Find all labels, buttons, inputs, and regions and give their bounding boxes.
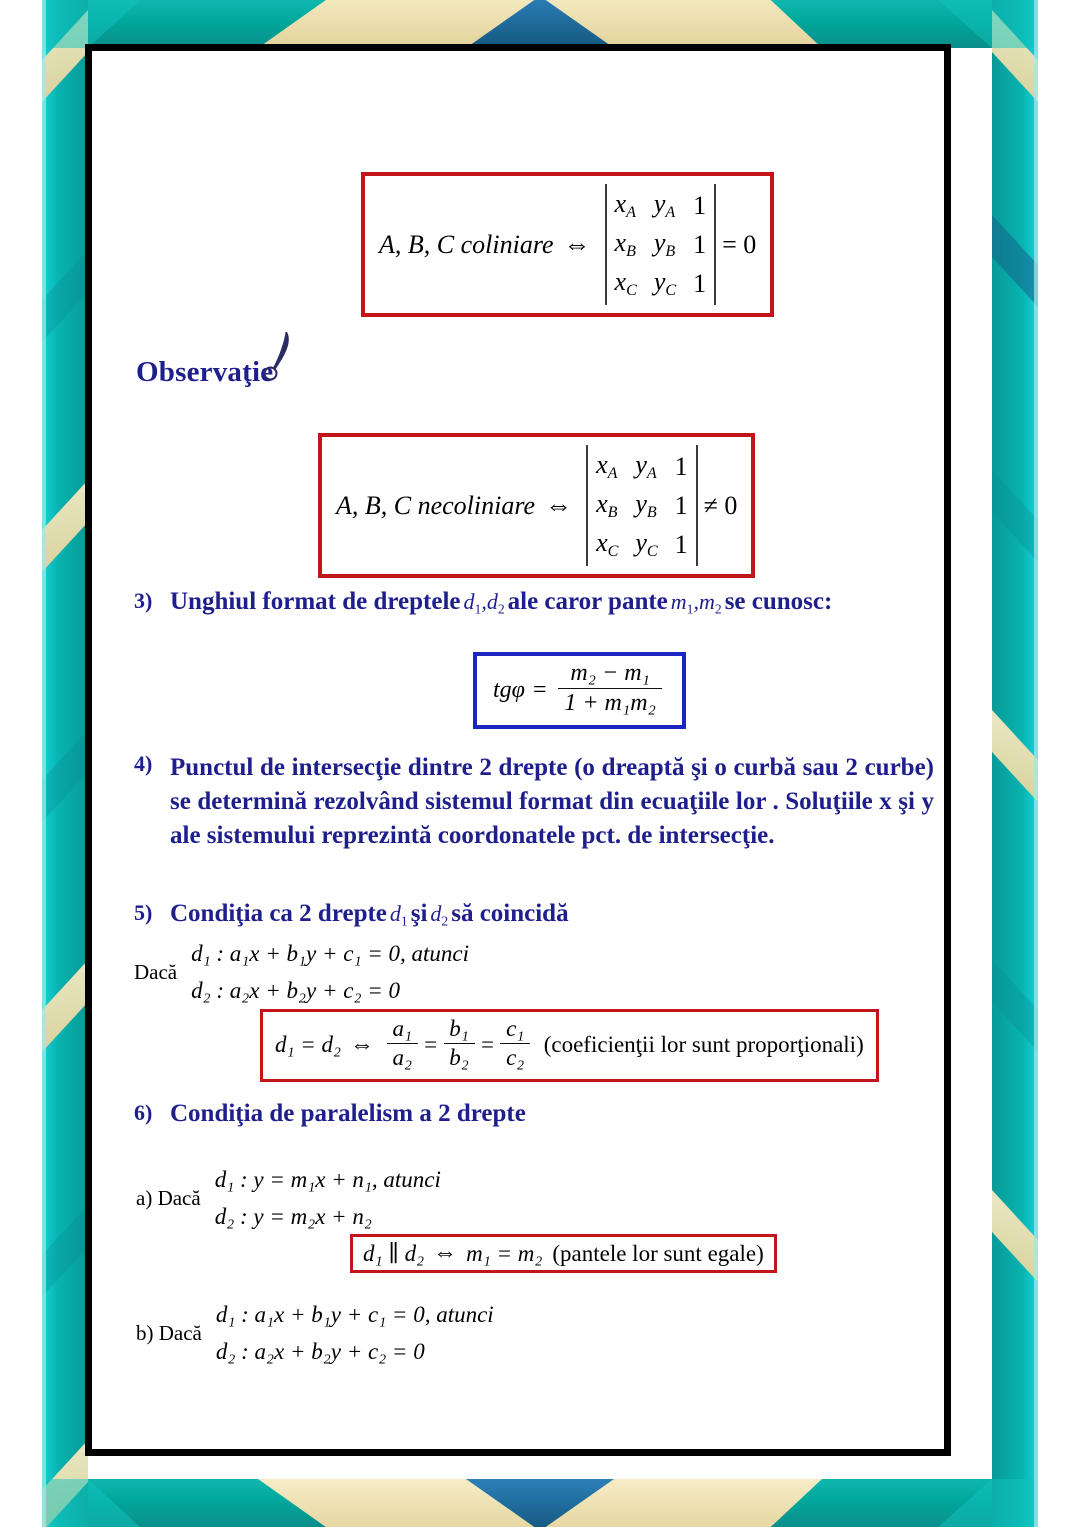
matrix-cell: $y_B$ xyxy=(635,489,657,522)
item-3-text: Unghiul format de dreptele d1,d2 ale caror pante m1,m2 se cunosc: xyxy=(170,588,833,617)
parallel-box-border xyxy=(350,1234,777,1273)
matrix-row xyxy=(594,447,690,486)
matrix-row xyxy=(613,186,709,225)
page-content xyxy=(92,51,944,1449)
tangent-denominator: 1 + m₁m₂ xyxy=(558,688,662,717)
coincide-equations xyxy=(191,935,469,1010)
parallel-a-equations xyxy=(215,1161,441,1236)
collinear-box-border xyxy=(361,172,774,317)
item-3-marker: 3) xyxy=(134,588,153,613)
matrix-cell: 1 xyxy=(693,268,707,298)
equivalence-icon: ⇔ xyxy=(433,1240,458,1266)
noncollinear-box-border xyxy=(318,433,755,578)
noncollinear-relation: ≠ 0 xyxy=(703,490,738,520)
parallel-a-eq-1: d₁ : y = m₁x + n₁, atunci xyxy=(214,1167,441,1192)
coincide-eq-2: d₂ : a₂x + b₂y + c₂ = 0 xyxy=(191,978,400,1004)
parallel-b-eq-1: d₁ : a₁x + b₁y + c₁ = 0, atunci xyxy=(215,1302,494,1327)
coincide-note: (coeficienţii lor sunt proporţionali) xyxy=(543,1032,864,1058)
parallel-b-equations xyxy=(216,1296,494,1371)
fraction-c-num: c₁ xyxy=(506,1016,525,1042)
list-item-3 xyxy=(134,588,924,617)
exclamation-mark-icon xyxy=(261,329,295,386)
matrix-cell: $y_A$ xyxy=(635,450,657,483)
list-item-4 xyxy=(134,751,934,853)
coincide-result-box xyxy=(260,1009,879,1082)
tangent-lhs: tgφ xyxy=(493,676,525,703)
item-6-marker: 6) xyxy=(134,1100,153,1125)
fraction-c xyxy=(500,1016,530,1071)
matrix-cell: $x_B$ xyxy=(614,228,636,261)
item-5-marker: 5) xyxy=(134,900,153,925)
list-item-6 xyxy=(134,1100,834,1128)
fraction-a-num: a₁ xyxy=(392,1016,412,1042)
matrix-cell: 1 xyxy=(693,229,707,259)
coincide-eq-1: d₁ : a₁x + b₁y + c₁ = 0, atunci xyxy=(191,941,469,966)
parallel-b-conditions xyxy=(136,1296,494,1371)
item-5-text: Condiţia ca 2 drepte d1 şi d2 să coincidă xyxy=(170,900,569,929)
fraction-b-den: b₂ xyxy=(444,1043,475,1071)
tangent-box-border xyxy=(473,652,686,729)
matrix-cell: $x_C$ xyxy=(596,528,619,561)
matrix-cell: $y_A$ xyxy=(653,189,676,222)
item-3-math-m: m1,m2 xyxy=(670,589,722,617)
matrix-row xyxy=(613,264,709,303)
document-page xyxy=(85,44,951,1456)
item-3-math-d: d1,d2 xyxy=(463,589,505,617)
tangent-numerator: m₂ − m₁ xyxy=(570,660,650,687)
parallel-a-conditions xyxy=(136,1161,441,1236)
parallel-lhs: d₁ ∥ d₂ xyxy=(363,1240,425,1266)
item-5-math-d2: d2 xyxy=(430,901,449,929)
noncollinear-determinant xyxy=(586,445,698,566)
equivalence-icon: ⇔ xyxy=(350,1031,375,1058)
coincide-box-border xyxy=(260,1009,879,1082)
matrix-cell: $y_B$ xyxy=(653,228,676,261)
noncollinear-condition-box xyxy=(318,433,755,578)
daca-label: Dacă xyxy=(134,959,178,984)
matrix-cell: 1 xyxy=(674,490,688,520)
parallel-rhs: m₁ = m₂ xyxy=(466,1240,543,1266)
item-4-marker: 4) xyxy=(134,751,153,776)
matrix-cell: $x_A$ xyxy=(614,189,636,222)
parallel-a-label: a) Dacă xyxy=(136,1185,201,1210)
matrix-row xyxy=(594,525,690,564)
fraction-b xyxy=(444,1016,475,1071)
matrix-cell: $y_C$ xyxy=(653,267,677,300)
equivalence-icon: ⇔ xyxy=(563,229,591,260)
parallel-a-eq-2: d₂ : y = m₂x + n₂ xyxy=(214,1204,372,1230)
equals-sign: = xyxy=(532,676,547,703)
parallel-b-label: b) Dacă xyxy=(136,1320,202,1345)
matrix-cell: 1 xyxy=(674,529,688,559)
equivalence-icon: ⇔ xyxy=(545,490,573,521)
observation-label: Observaţie xyxy=(136,356,274,388)
matrix-cell: $x_B$ xyxy=(596,489,618,522)
item-4-text: Punctul de intersecţie dintre 2 drepte (o dreaptă şi o curbă sau 2 curbe) se determină rezolvând sistemul format din ecuaţiile lor . Soluţiile x şi y ale sistemului reprezintă coordonatele pct. de intersecţie. xyxy=(170,754,934,849)
collinear-determinant xyxy=(605,184,717,305)
tangent-fraction xyxy=(558,660,662,717)
collinear-lead: A, B, C coliniare xyxy=(379,229,554,259)
fraction-b-num: b₁ xyxy=(449,1016,469,1042)
noncollinear-lead: A, B, C necoliniare xyxy=(336,490,536,520)
matrix-cell: 1 xyxy=(693,190,707,220)
tangent-formula-box xyxy=(473,652,686,729)
parallel-b-eq-2: d₂ : a₂x + b₂y + c₂ = 0 xyxy=(215,1339,425,1365)
matrix-cell: $y_C$ xyxy=(635,528,658,561)
collinear-condition-box xyxy=(361,172,774,317)
matrix-row xyxy=(594,486,690,525)
matrix-cell: 1 xyxy=(674,451,688,481)
equals-sign: = xyxy=(424,1032,438,1058)
matrix-cell: $x_C$ xyxy=(614,267,637,300)
list-item-5 xyxy=(134,900,894,929)
collinear-relation: = 0 xyxy=(722,229,757,259)
fraction-a-den: a₂ xyxy=(387,1043,418,1071)
matrix-cell: $x_A$ xyxy=(596,450,618,483)
item-6-text: Condiţia de paralelism a 2 drepte xyxy=(170,1100,526,1127)
observation-heading xyxy=(136,356,273,389)
fraction-a xyxy=(387,1016,418,1071)
parallel-result-box xyxy=(350,1234,777,1273)
item-5-math-d1: d1 xyxy=(389,901,408,929)
matrix-row xyxy=(613,225,709,264)
coincide-conditions xyxy=(134,935,469,1010)
coincide-lhs: d₁ = d₂ xyxy=(275,1032,342,1058)
parallel-note: (pantele lor sunt egale) xyxy=(552,1240,764,1266)
equals-sign: = xyxy=(480,1032,494,1058)
fraction-c-den: c₂ xyxy=(500,1043,530,1071)
